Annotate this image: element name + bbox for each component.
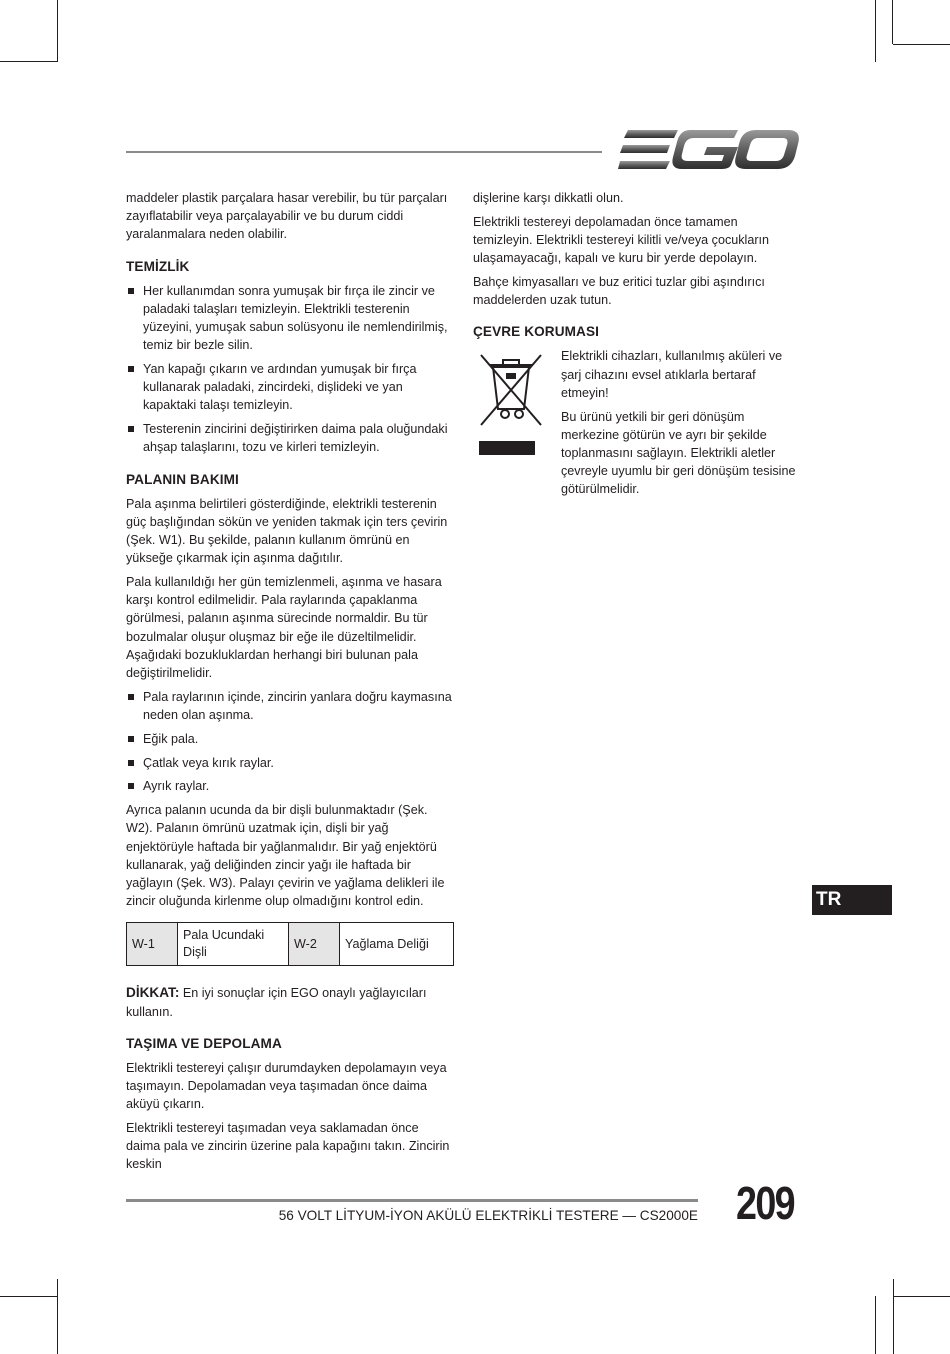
- header-rule: [126, 151, 602, 153]
- list-item: Ayrık raylar.: [126, 777, 454, 795]
- transport-paragraph-1: Elektrikli testereyi çalışır durumdayken depolamayın veya taşımayın. Depolamadan veya taşımadan önce daima aküyü çıkarın.: [126, 1060, 447, 1112]
- crop-mark: [893, 44, 950, 45]
- right-paragraph-1: dişlerine karşı dikkatli olun.: [473, 191, 624, 205]
- environment-heading: ÇEVRE KORUMASI: [473, 324, 600, 340]
- list-item: Çatlak veya kırık raylar.: [126, 754, 454, 772]
- crop-mark: [57, 1279, 58, 1354]
- list-item: Pala raylarının içinde, zincirin yanlara doğru kaymasına neden olan aşınma.: [126, 688, 454, 724]
- caution-text: En iyi sonuçlar için EGO onaylı yağlayıcıları kullanın.: [126, 986, 427, 1019]
- cleaning-heading: TEMİZLİK: [126, 258, 190, 274]
- cleaning-list: [126, 282, 454, 457]
- crop-mark: [0, 61, 57, 62]
- caution-label: DİKKAT:: [126, 985, 180, 1001]
- environment-text: [561, 347, 799, 498]
- bar-paragraph-3: Ayrıca palanın ucunda da bir dişli bulunmaktadır (Şek. W2). Palanın ömrünü uzatmak için, dişli bir yağ enjektörüyle haftada bir yağlanmalıdır. Bir yağ enjektörü kullanarak, yağ deliğinden zincir yağı ile haftada bir yağlayın (Şek. W3). Palayı çevirin ve yağlama delikleri ile zincir oluğunda kirlenme olup olmadığını kontrol edin.: [126, 803, 445, 909]
- list-item: Her kullanımdan sonra yumuşak bir fırça ile zincir ve paladaki talaşları temizleyin. Elektrikli testerenin yüzeyini, yumuşak sabun solüsyonu ile nemlendirilmiş, temiz bir bezle silin.: [126, 282, 454, 355]
- caution-paragraph: [126, 984, 454, 1020]
- environment-paragraph-2: Bu ürünü yetkili bir geri dönüşüm merkezine götürün ve ayrı bir şekilde toplanmasını sağlayın. Elektrikli aletler çevreyle uyumlu bir geri dönüşüm tesisine götürülmelidir.: [561, 409, 796, 497]
- page-number: 209: [736, 1177, 795, 1229]
- transport-paragraph-2: Elektrikli testereyi taşımadan veya saklamadan önce daima pala ve zincirin üzerine pala kapağını takın. Zincirin keskin: [126, 1121, 450, 1172]
- list-item: Yan kapağı çıkarın ve ardından yumuşak bir fırça kullanarak paladaki, zincirdeki, dişlideki ve yan kapaktaki talaşı temizleyin.: [126, 360, 454, 415]
- table-row: [127, 923, 454, 966]
- environment-paragraph-1: Elektrikli cihazları, kullanılmış aküleri ve şarj cihazını evsel atıklarla bertaraf etmeyin!: [561, 349, 783, 400]
- environment-block: [473, 347, 799, 498]
- weee-crossed-bin-icon: [479, 351, 543, 455]
- part-code: W-1: [127, 923, 178, 966]
- right-paragraph-3: Bahçe kimyasalları ve buz eritici tuzlar gibi aşındırıcı maddelerden uzak tutun.: [473, 275, 765, 308]
- right-column: [473, 189, 799, 504]
- crop-mark: [57, 0, 58, 62]
- left-column: [126, 189, 454, 1179]
- crop-mark: [894, 1296, 950, 1297]
- part-label: Pala Ucundaki Dişli: [178, 923, 289, 966]
- right-paragraph-2: Elektrikli testereyi depolamadan önce tamamen temizleyin. Elektrikli testereyi kilitli ve/veya çocukların ulaşamayacağı, kapalı ve kuru bir yerde depolayın.: [473, 214, 770, 266]
- intro-paragraph: maddeler plastik parçalara hasar verebilir, bu tür parçaları zayıflatabilir veya parçalayabilir ve bu durum ciddi yaralanmalara neden olabilir.: [126, 191, 448, 242]
- crop-mark: [893, 1279, 894, 1354]
- crop-mark: [875, 0, 876, 62]
- bar-paragraph-2: Pala kullanıldığı her gün temizlenmeli, aşınma ve hasara karşı kontrol edilmelidir. Pala raylarında çapaklanma görülmesi, palanın aşınma sürecinde normaldir. Bu tür bozulmalar oluşur oluşmaz bir eğe ile düzeltilmelidir. Aşağıdaki bozukluklardan herhangi biri bulunan pala değiştirilmelidir.: [126, 575, 442, 681]
- list-item: Eğik pala.: [126, 730, 454, 748]
- bar-maintenance-heading: PALANIN BAKIMI: [126, 471, 239, 487]
- part-label: Yağlama Deliği: [340, 923, 454, 966]
- defects-list: [126, 688, 454, 796]
- transport-heading: TAŞIMA VE DEPOLAMA: [126, 1035, 282, 1051]
- list-item: Testerenin zincirini değiştirirken daima pala oluğundaki ahşap talaşlarını, tozu ve kirleri temizleyin.: [126, 420, 454, 456]
- ego-logo: [618, 128, 800, 172]
- crop-mark: [892, 0, 893, 44]
- parts-table: [126, 922, 454, 966]
- language-tab: TR: [812, 885, 892, 915]
- crop-mark: [0, 1296, 57, 1297]
- crop-mark: [875, 1296, 876, 1354]
- bar-paragraph-1: Pala aşınma belirtileri gösterdiğinde, elektrikli testerenin güç başlığından sökün ve yeniden takmak için ters çevirin (Şek. W1). Bu şekilde, palanın kullanım ömrünü en yükseğe çıkarmak için aşınma dağıtılır.: [126, 496, 448, 566]
- footer-title: 56 VOLT LİTYUM-İYON AKÜLÜ ELEKTRİKLİ TESTERE — CS2000E: [278, 1208, 698, 1223]
- footer-rule: [126, 1199, 698, 1202]
- part-code: W-2: [289, 923, 340, 966]
